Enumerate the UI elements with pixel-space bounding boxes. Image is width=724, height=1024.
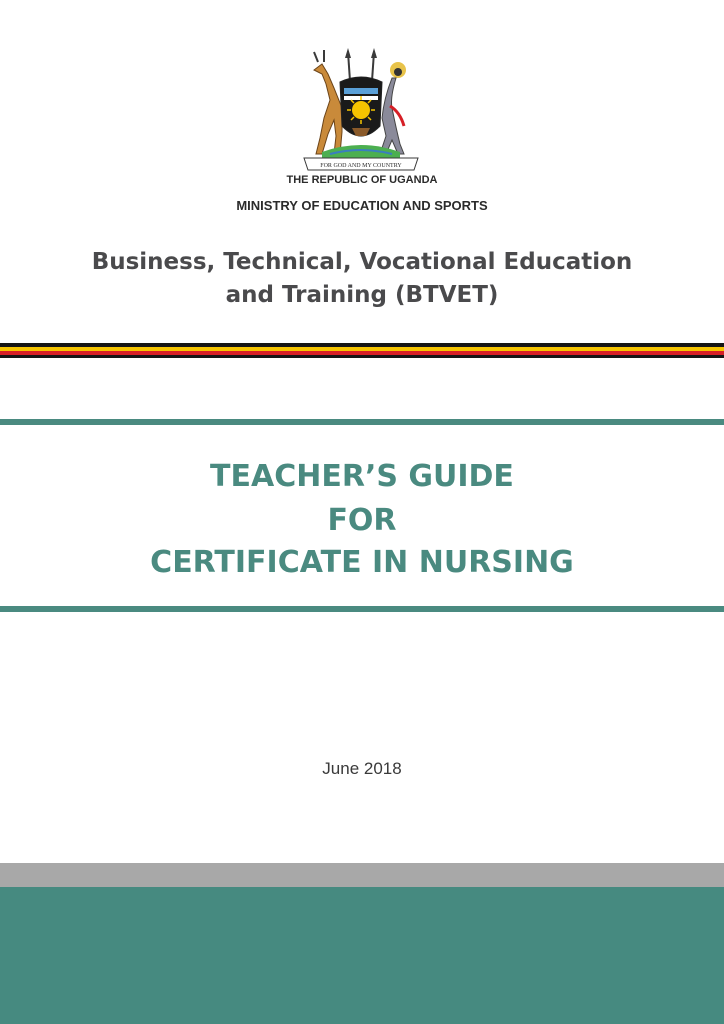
title-bottom-rule xyxy=(0,606,724,612)
document-title-line-2: FOR xyxy=(327,503,397,538)
program-title xyxy=(40,246,684,312)
publication-date: June 2018 xyxy=(322,759,402,778)
ministry-heading: MINISTRY OF EDUCATION AND SPORTS xyxy=(236,198,488,213)
document-title-line-3: CERTIFICATE IN NURSING xyxy=(150,545,574,580)
footer-teal-band xyxy=(0,887,724,1024)
program-title-line-2: and Training (BTVET) xyxy=(225,282,499,308)
republic-heading: THE REPUBLIC OF UGANDA xyxy=(286,174,438,186)
uganda-coat-of-arms-icon xyxy=(300,48,422,172)
document-title-line-1: TEACHER’S GUIDE xyxy=(210,459,514,494)
program-title-line-1: Business, Technical, Vocational Education xyxy=(91,249,633,275)
flag-stripe-black-lower xyxy=(0,355,724,358)
footer-gray-band xyxy=(0,863,724,887)
title-top-rule xyxy=(0,419,724,425)
emblem-motto: FOR GOD AND MY COUNTRY xyxy=(320,163,402,169)
